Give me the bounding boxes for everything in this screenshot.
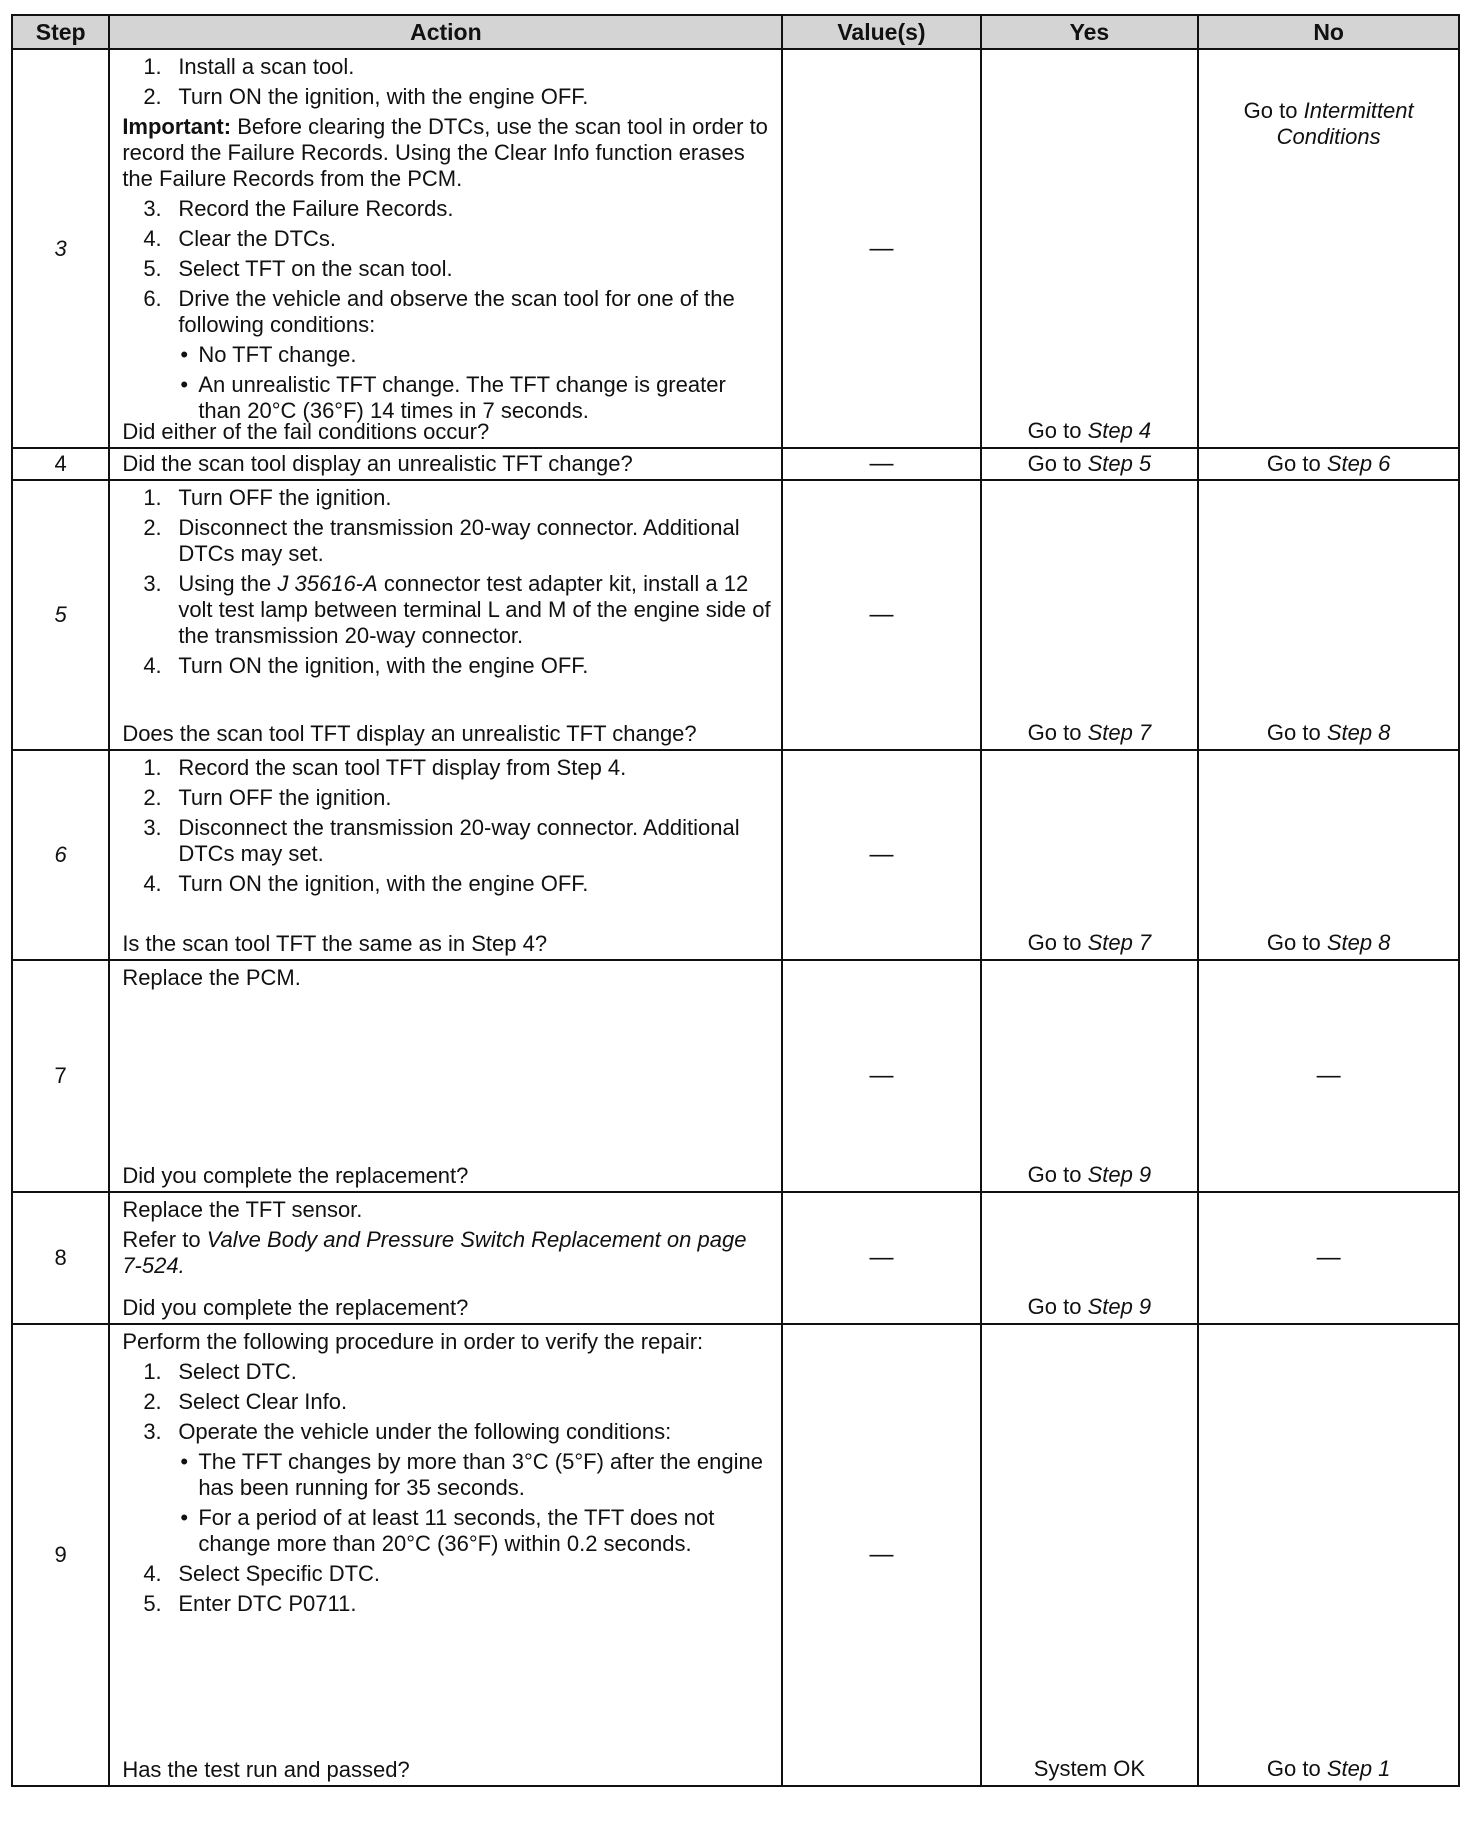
yes-goto-link[interactable]: Go to Step 5 — [981, 448, 1199, 480]
action-list — [122, 196, 771, 424]
no-value: — — [1316, 1062, 1341, 1089]
no-goto-link[interactable]: Go to Intermittent Conditions — [1243, 98, 1414, 149]
action-list — [122, 485, 771, 679]
action-cell — [109, 960, 782, 1192]
refer-link[interactable]: Valve Body and Pressure Switch Replacement on page 7-524. — [122, 1227, 747, 1278]
step-number: 4 — [12, 448, 109, 480]
value-cell: — — [782, 1192, 980, 1324]
list-item: 4. Clear the DTCs. — [143, 226, 337, 251]
action-cell — [109, 480, 782, 750]
yes-cell — [981, 1192, 1199, 1324]
step-number: 5 — [12, 480, 109, 750]
action-intro: Perform the following procedure in order to verify the repair: — [122, 1329, 704, 1354]
tool-reference: J 35616-A — [277, 571, 378, 596]
yes-goto-link[interactable]: Go to Step 9 — [1027, 1162, 1152, 1187]
refer-note: Refer to Valve Body and Pressure Switch Replacement on page 7-524. — [122, 1227, 747, 1278]
header-action: Action — [109, 15, 782, 49]
yes-goto-link[interactable]: Go to Step 7 — [1027, 930, 1152, 955]
list-item: 5. Enter DTC P0711. — [143, 1591, 357, 1616]
table-row-step-8 — [12, 1192, 1459, 1324]
list-item: 5. Select TFT on the scan tool. — [143, 256, 453, 281]
action-list — [122, 755, 771, 897]
yes-goto-link[interactable]: Go to Step 7 — [1027, 720, 1152, 745]
list-item: 1. Turn OFF the ignition. — [143, 485, 392, 510]
header-no: No — [1198, 15, 1459, 49]
action-cell — [109, 1192, 782, 1324]
list-item: • An unrealistic TFT change. The TFT change is greater than 20°C (36°F) 14 times in 7 seconds. — [178, 372, 771, 424]
diagnostic-table-page — [11, 14, 1460, 1834]
condition-list — [178, 1449, 771, 1557]
yes-cell — [981, 750, 1199, 960]
no-cell — [1198, 960, 1459, 1192]
no-cell — [1198, 49, 1459, 448]
action-list — [122, 1359, 771, 1617]
list-item: 1. Select DTC. — [143, 1359, 297, 1384]
no-goto-link[interactable]: Go to Step 8 — [1266, 720, 1391, 745]
table-row-step-3 — [12, 49, 1459, 448]
yes-goto-link[interactable]: Go to Step 9 — [1027, 1294, 1152, 1319]
step-question: Did you complete the replacement? — [122, 1295, 469, 1320]
yes-cell — [981, 49, 1199, 448]
list-item: • No TFT change. — [178, 342, 771, 368]
list-item: 2. Turn ON the ignition, with the engine OFF. — [143, 84, 589, 109]
list-item: 2. Turn OFF the ignition. — [143, 785, 392, 810]
diagnostic-table — [11, 14, 1460, 1787]
yes-cell — [981, 960, 1199, 1192]
list-item: 3. Record the Failure Records. — [143, 196, 454, 221]
list-item: 3. Using the J 35616-A connector test adapter kit, install a 12 volt test lamp between terminal L and M of the engine side of the transmission 20-way connector. — [143, 571, 771, 648]
no-value: — — [1316, 1244, 1341, 1271]
action-text: Replace the PCM. — [122, 965, 301, 990]
no-goto-link[interactable]: Go to Step 8 — [1266, 930, 1391, 955]
yes-result: System OK — [1033, 1756, 1146, 1781]
action-list — [122, 54, 771, 110]
header-yes: Yes — [981, 15, 1199, 49]
table-row-step-7 — [12, 960, 1459, 1192]
list-item: 3. Disconnect the transmission 20-way connector. Additional DTCs may set. — [143, 815, 740, 866]
no-cell — [1198, 480, 1459, 750]
table-row-step-6 — [12, 750, 1459, 960]
list-item: 4. Turn ON the ignition, with the engine OFF. — [143, 871, 589, 896]
step-question: Did you complete the replacement? — [122, 1163, 469, 1188]
step-question: Is the scan tool TFT the same as in Step 4? — [122, 931, 548, 956]
step-question: Did the scan tool display an unrealistic TFT change? — [109, 448, 782, 480]
value-cell: — — [782, 750, 980, 960]
list-item: • The TFT changes by more than 3°C (5°F) after the engine has been running for 35 seconds. — [178, 1449, 771, 1501]
table-row-step-5 — [12, 480, 1459, 750]
list-item: • For a period of at least 11 seconds, the TFT does not change more than 20°C (36°F) within 0.2 seconds. — [178, 1505, 771, 1557]
step-number: 9 — [12, 1324, 109, 1786]
step-number: 6 — [12, 750, 109, 960]
table-row-step-4 — [12, 448, 1459, 480]
list-item: 2. Select Clear Info. — [143, 1389, 348, 1414]
no-goto-link[interactable]: Go to Step 1 — [1266, 1756, 1391, 1781]
step-number: 7 — [12, 960, 109, 1192]
value-cell: — — [782, 448, 980, 480]
yes-goto-link[interactable]: Go to Step 4 — [1027, 418, 1152, 443]
list-item: 3. Operate the vehicle under the following conditions: • The TFT changes by more than 3°C (5°F) after the engine has been running for 35 seconds. • For a period of at least 11 seconds, the TFT does not change more than 20°C (36°F) within 0.2 seconds. — [122, 1419, 771, 1557]
header-step: Step — [12, 15, 109, 49]
step-question: Does the scan tool TFT display an unrealistic TFT change? — [122, 721, 697, 746]
step-question: Has the test run and passed? — [122, 1757, 410, 1782]
list-item: 4. Turn ON the ignition, with the engine OFF. — [143, 653, 589, 678]
no-cell — [1198, 1324, 1459, 1786]
step-number: 8 — [12, 1192, 109, 1324]
no-cell — [1198, 750, 1459, 960]
action-text: Replace the TFT sensor. — [122, 1197, 363, 1222]
header-values: Value(s) — [782, 15, 980, 49]
step-question: Did either of the fail conditions occur? — [122, 419, 490, 444]
list-item: 1. Install a scan tool. — [143, 54, 355, 79]
action-cell — [109, 1324, 782, 1786]
list-item: 4. Select Specific DTC. — [143, 1561, 381, 1586]
table-row-step-9 — [12, 1324, 1459, 1786]
yes-cell — [981, 1324, 1199, 1786]
value-cell: — — [782, 960, 980, 1192]
important-note: Important: Before clearing the DTCs, use the scan tool in order to record the Failure Records. Using the Clear Info function erases the Failure Records from the PCM. — [122, 114, 768, 191]
list-item: 2. Disconnect the transmission 20-way connector. Additional DTCs may set. — [143, 515, 740, 566]
list-item: 1. Record the scan tool TFT display from Step 4. — [143, 755, 627, 780]
list-item: 6. Drive the vehicle and observe the scan tool for one of the following conditions: • No TFT change. • An unrealistic TFT change. The TFT change is greater than 20°C (36°F) 14 times in 7 seconds. — [122, 286, 771, 424]
step-number: 3 — [12, 49, 109, 448]
condition-list — [178, 342, 771, 424]
value-cell: — — [782, 480, 980, 750]
no-cell — [1198, 1192, 1459, 1324]
value-cell: — — [782, 1324, 980, 1786]
no-goto-link[interactable]: Go to Step 6 — [1198, 448, 1459, 480]
action-cell — [109, 49, 782, 448]
yes-cell — [981, 480, 1199, 750]
value-cell: — — [782, 49, 980, 448]
action-cell — [109, 750, 782, 960]
important-label: Important: — [122, 114, 232, 139]
table-header-row — [12, 15, 1459, 49]
